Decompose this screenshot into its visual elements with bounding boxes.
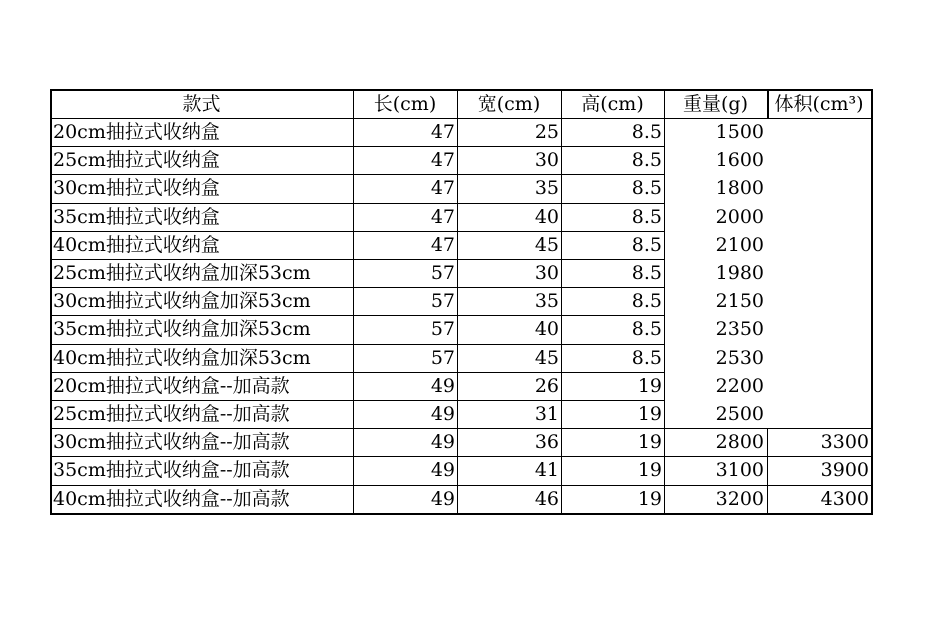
column-divider [767, 428, 768, 513]
cell-height[interactable]: 19 [637, 431, 662, 454]
cell-weight[interactable]: 2350 [715, 318, 764, 341]
cell-weight[interactable]: 2000 [715, 205, 764, 228]
column-divider [457, 89, 458, 513]
cell-style[interactable]: 20cm抽拉式收纳盒--加高款 [53, 374, 290, 397]
cell-style[interactable]: 40cm抽拉式收纳盒 [53, 233, 220, 256]
cell-width[interactable]: 46 [534, 487, 559, 510]
row-divider [50, 428, 664, 429]
cell-width[interactable]: 25 [534, 121, 559, 143]
cell-weight[interactable]: 1500 [715, 121, 764, 143]
cell-style[interactable]: 35cm抽拉式收纳盒--加高款 [53, 459, 290, 482]
header-cell-length[interactable]: 长(cm) [373, 93, 437, 115]
cell-width[interactable]: 35 [534, 177, 559, 200]
cell-height[interactable]: 19 [637, 374, 662, 397]
cell-height[interactable]: 8.5 [631, 233, 662, 256]
row-divider [664, 485, 873, 486]
row-divider [664, 456, 873, 457]
cell-weight[interactable]: 2100 [715, 233, 764, 256]
cell-length[interactable]: 47 [430, 177, 455, 200]
cell-width[interactable]: 30 [534, 149, 559, 172]
cell-length[interactable]: 49 [430, 431, 455, 454]
cell-style[interactable]: 25cm抽拉式收纳盒加深53cm [53, 262, 311, 284]
header-cell-height[interactable]: 高(cm) [581, 93, 644, 115]
header-cell-width[interactable]: 宽(cm) [477, 93, 541, 115]
header-cell-weight[interactable]: 重量(g) [683, 93, 748, 115]
table-right-border [871, 89, 873, 515]
row-divider [50, 372, 664, 373]
cell-weight[interactable]: 3100 [715, 459, 764, 482]
cell-width[interactable]: 31 [534, 403, 559, 425]
row-divider [50, 146, 664, 147]
row-divider [50, 485, 664, 486]
cell-style[interactable]: 30cm抽拉式收纳盒加深53cm [53, 290, 311, 313]
cell-height[interactable]: 19 [637, 403, 662, 425]
cell-style[interactable]: 35cm抽拉式收纳盒 [53, 205, 220, 228]
row-divider [664, 428, 873, 429]
cell-width[interactable]: 41 [534, 459, 559, 482]
cell-length[interactable]: 47 [430, 121, 455, 143]
cell-weight[interactable]: 1980 [715, 262, 764, 284]
cell-volume[interactable]: 3900 [820, 459, 869, 482]
cell-volume[interactable]: 3300 [820, 431, 869, 454]
cell-width[interactable]: 30 [534, 262, 559, 284]
cell-weight[interactable]: 2150 [715, 290, 764, 313]
cell-height[interactable]: 8.5 [631, 262, 662, 284]
column-divider [561, 89, 562, 513]
cell-weight[interactable]: 2500 [715, 403, 764, 425]
row-divider [50, 344, 664, 345]
cell-length[interactable]: 49 [430, 403, 455, 425]
table-top-border [50, 89, 873, 91]
table-bottom-border [50, 513, 873, 515]
cell-height[interactable]: 8.5 [631, 149, 662, 172]
cell-length[interactable]: 57 [430, 318, 455, 341]
cell-style[interactable]: 25cm抽拉式收纳盒--加高款 [53, 403, 290, 425]
row-divider [50, 315, 664, 316]
column-divider [664, 89, 665, 513]
cell-width[interactable]: 35 [534, 290, 559, 313]
row-divider [50, 231, 664, 232]
cell-weight[interactable]: 2530 [715, 346, 764, 369]
cell-width[interactable]: 40 [534, 318, 559, 341]
row-divider [50, 259, 664, 260]
row-divider [50, 203, 664, 204]
cell-height[interactable]: 8.5 [631, 290, 662, 313]
cell-weight[interactable]: 3200 [715, 487, 764, 510]
cell-height[interactable]: 8.5 [631, 205, 662, 228]
cell-length[interactable]: 49 [430, 374, 455, 397]
cell-height[interactable]: 8.5 [631, 121, 662, 143]
cell-style[interactable]: 30cm抽拉式收纳盒--加高款 [53, 431, 290, 454]
cell-length[interactable]: 49 [430, 487, 455, 510]
header-bottom-border [50, 118, 873, 119]
row-divider [50, 456, 664, 457]
cell-length[interactable]: 47 [430, 233, 455, 256]
cell-weight[interactable]: 2800 [715, 431, 764, 454]
cell-height[interactable]: 19 [637, 459, 662, 482]
cell-length[interactable]: 57 [430, 290, 455, 313]
cell-width[interactable]: 45 [534, 233, 559, 256]
cell-length[interactable]: 57 [430, 346, 455, 369]
cell-style[interactable]: 25cm抽拉式收纳盒 [53, 149, 220, 172]
row-divider [50, 400, 664, 401]
cell-height[interactable]: 19 [637, 487, 662, 510]
column-divider [353, 89, 354, 513]
table-left-border [50, 89, 52, 515]
header-cell-style[interactable]: 款式 [182, 93, 221, 115]
cell-style[interactable]: 30cm抽拉式收纳盒 [53, 177, 220, 200]
cell-length[interactable]: 47 [430, 205, 455, 228]
cell-length[interactable]: 49 [430, 459, 455, 482]
header-cell-volume[interactable]: 体积(cm³) [774, 93, 864, 115]
cell-style[interactable]: 40cm抽拉式收纳盒加深53cm [53, 346, 311, 369]
cell-length[interactable]: 47 [430, 149, 455, 172]
cell-weight[interactable]: 1600 [715, 149, 764, 172]
cell-style[interactable]: 40cm抽拉式收纳盒--加高款 [53, 487, 290, 510]
cell-width[interactable]: 40 [534, 205, 559, 228]
column-divider [767, 89, 769, 118]
cell-height[interactable]: 8.5 [631, 346, 662, 369]
cell-width[interactable]: 36 [534, 431, 559, 454]
cell-length[interactable]: 57 [430, 262, 455, 284]
cell-height[interactable]: 8.5 [631, 177, 662, 200]
cell-weight[interactable]: 2200 [715, 374, 764, 397]
cell-style[interactable]: 35cm抽拉式收纳盒加深53cm [53, 318, 311, 341]
cell-width[interactable]: 45 [534, 346, 559, 369]
cell-volume[interactable]: 4300 [820, 487, 869, 510]
cell-height[interactable]: 8.5 [631, 318, 662, 341]
row-divider [50, 174, 664, 175]
cell-style[interactable]: 20cm抽拉式收纳盒 [53, 121, 220, 143]
row-divider [50, 287, 664, 288]
cell-weight[interactable]: 1800 [715, 177, 764, 200]
cell-width[interactable]: 26 [534, 374, 559, 397]
